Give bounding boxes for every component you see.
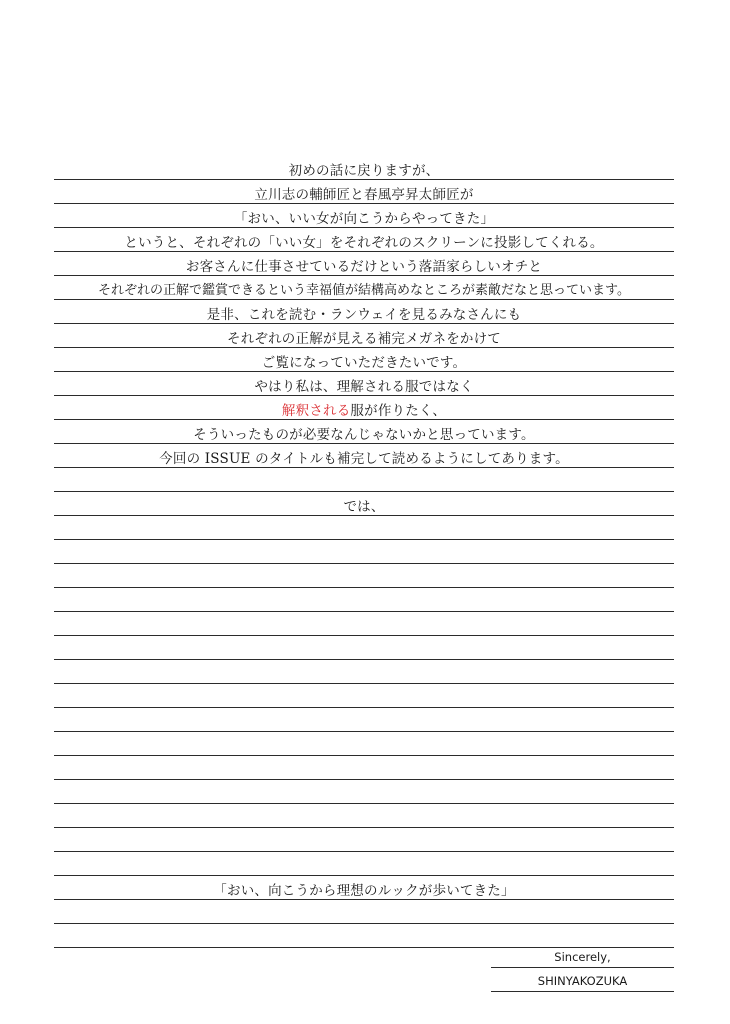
- signature-closing: Sincerely,: [554, 950, 611, 964]
- letter-line: というと、それぞれの「いい女」をそれぞれのスクリーンに投影してくれる。: [124, 235, 604, 251]
- letter-line: 是非、これを読む・ランウェイを見るみなさんにも: [206, 307, 522, 323]
- letter-line: 今回の ISSUE のタイトルも補完して読めるようにしてあります。: [159, 451, 569, 467]
- ruled-line: [54, 851, 674, 852]
- letter-line-highlight: [54, 402, 674, 420]
- letter-line: それぞれの正解が見える補完メガネをかけて: [227, 331, 501, 347]
- ruled-line: [54, 659, 674, 660]
- letter-line: お客さんに仕事させているだけという落語家らしいオチと: [185, 259, 543, 275]
- ruled-line: [54, 923, 674, 924]
- ruled-line: [54, 755, 674, 756]
- ruled-line: [54, 779, 674, 780]
- ruled-line: [54, 875, 674, 876]
- signature-line: [491, 967, 674, 968]
- ruled-line: [54, 611, 674, 612]
- ruled-line: [54, 947, 674, 948]
- letter-line-greeting: では、: [343, 499, 385, 515]
- letter-line: ご覧になっていただきたいです。: [261, 355, 467, 371]
- ruled-line: [54, 803, 674, 804]
- ruled-line: [54, 827, 674, 828]
- highlight-rest-text: 服が作りたく、: [350, 403, 447, 419]
- ruled-line: [54, 731, 674, 732]
- letter-line: それぞれの正解で鑑賞できるという幸福値が結構高めなところが素敵だなと思っています。: [98, 283, 630, 298]
- ruled-line: [54, 539, 674, 540]
- ruled-line: [54, 683, 674, 684]
- highlight-red-text: 解釈される: [281, 403, 351, 419]
- ruled-line: [54, 635, 674, 636]
- letter-line: 「おい、いい女が向こうからやってきた」: [233, 211, 495, 227]
- letter-line: 立川志の輔師匠と春風亭昇太師匠が: [254, 187, 474, 203]
- letter-line: 初めの話に戻りますが、: [288, 163, 440, 179]
- ruled-line: [54, 587, 674, 588]
- ruled-line: [54, 563, 674, 564]
- letter-line: そういったものが必要なんじゃないかと思っています。: [193, 427, 535, 443]
- letter-line: やはり私は、理解される服ではなく: [254, 379, 474, 395]
- ruled-line: [54, 707, 674, 708]
- signature-line: [491, 991, 674, 992]
- signature-name: SHINYAKOZUKA: [537, 974, 628, 988]
- ruled-line: [54, 491, 674, 492]
- closing-quote: 「おい、向こうから理想のルックが歩いてきた」: [213, 883, 515, 899]
